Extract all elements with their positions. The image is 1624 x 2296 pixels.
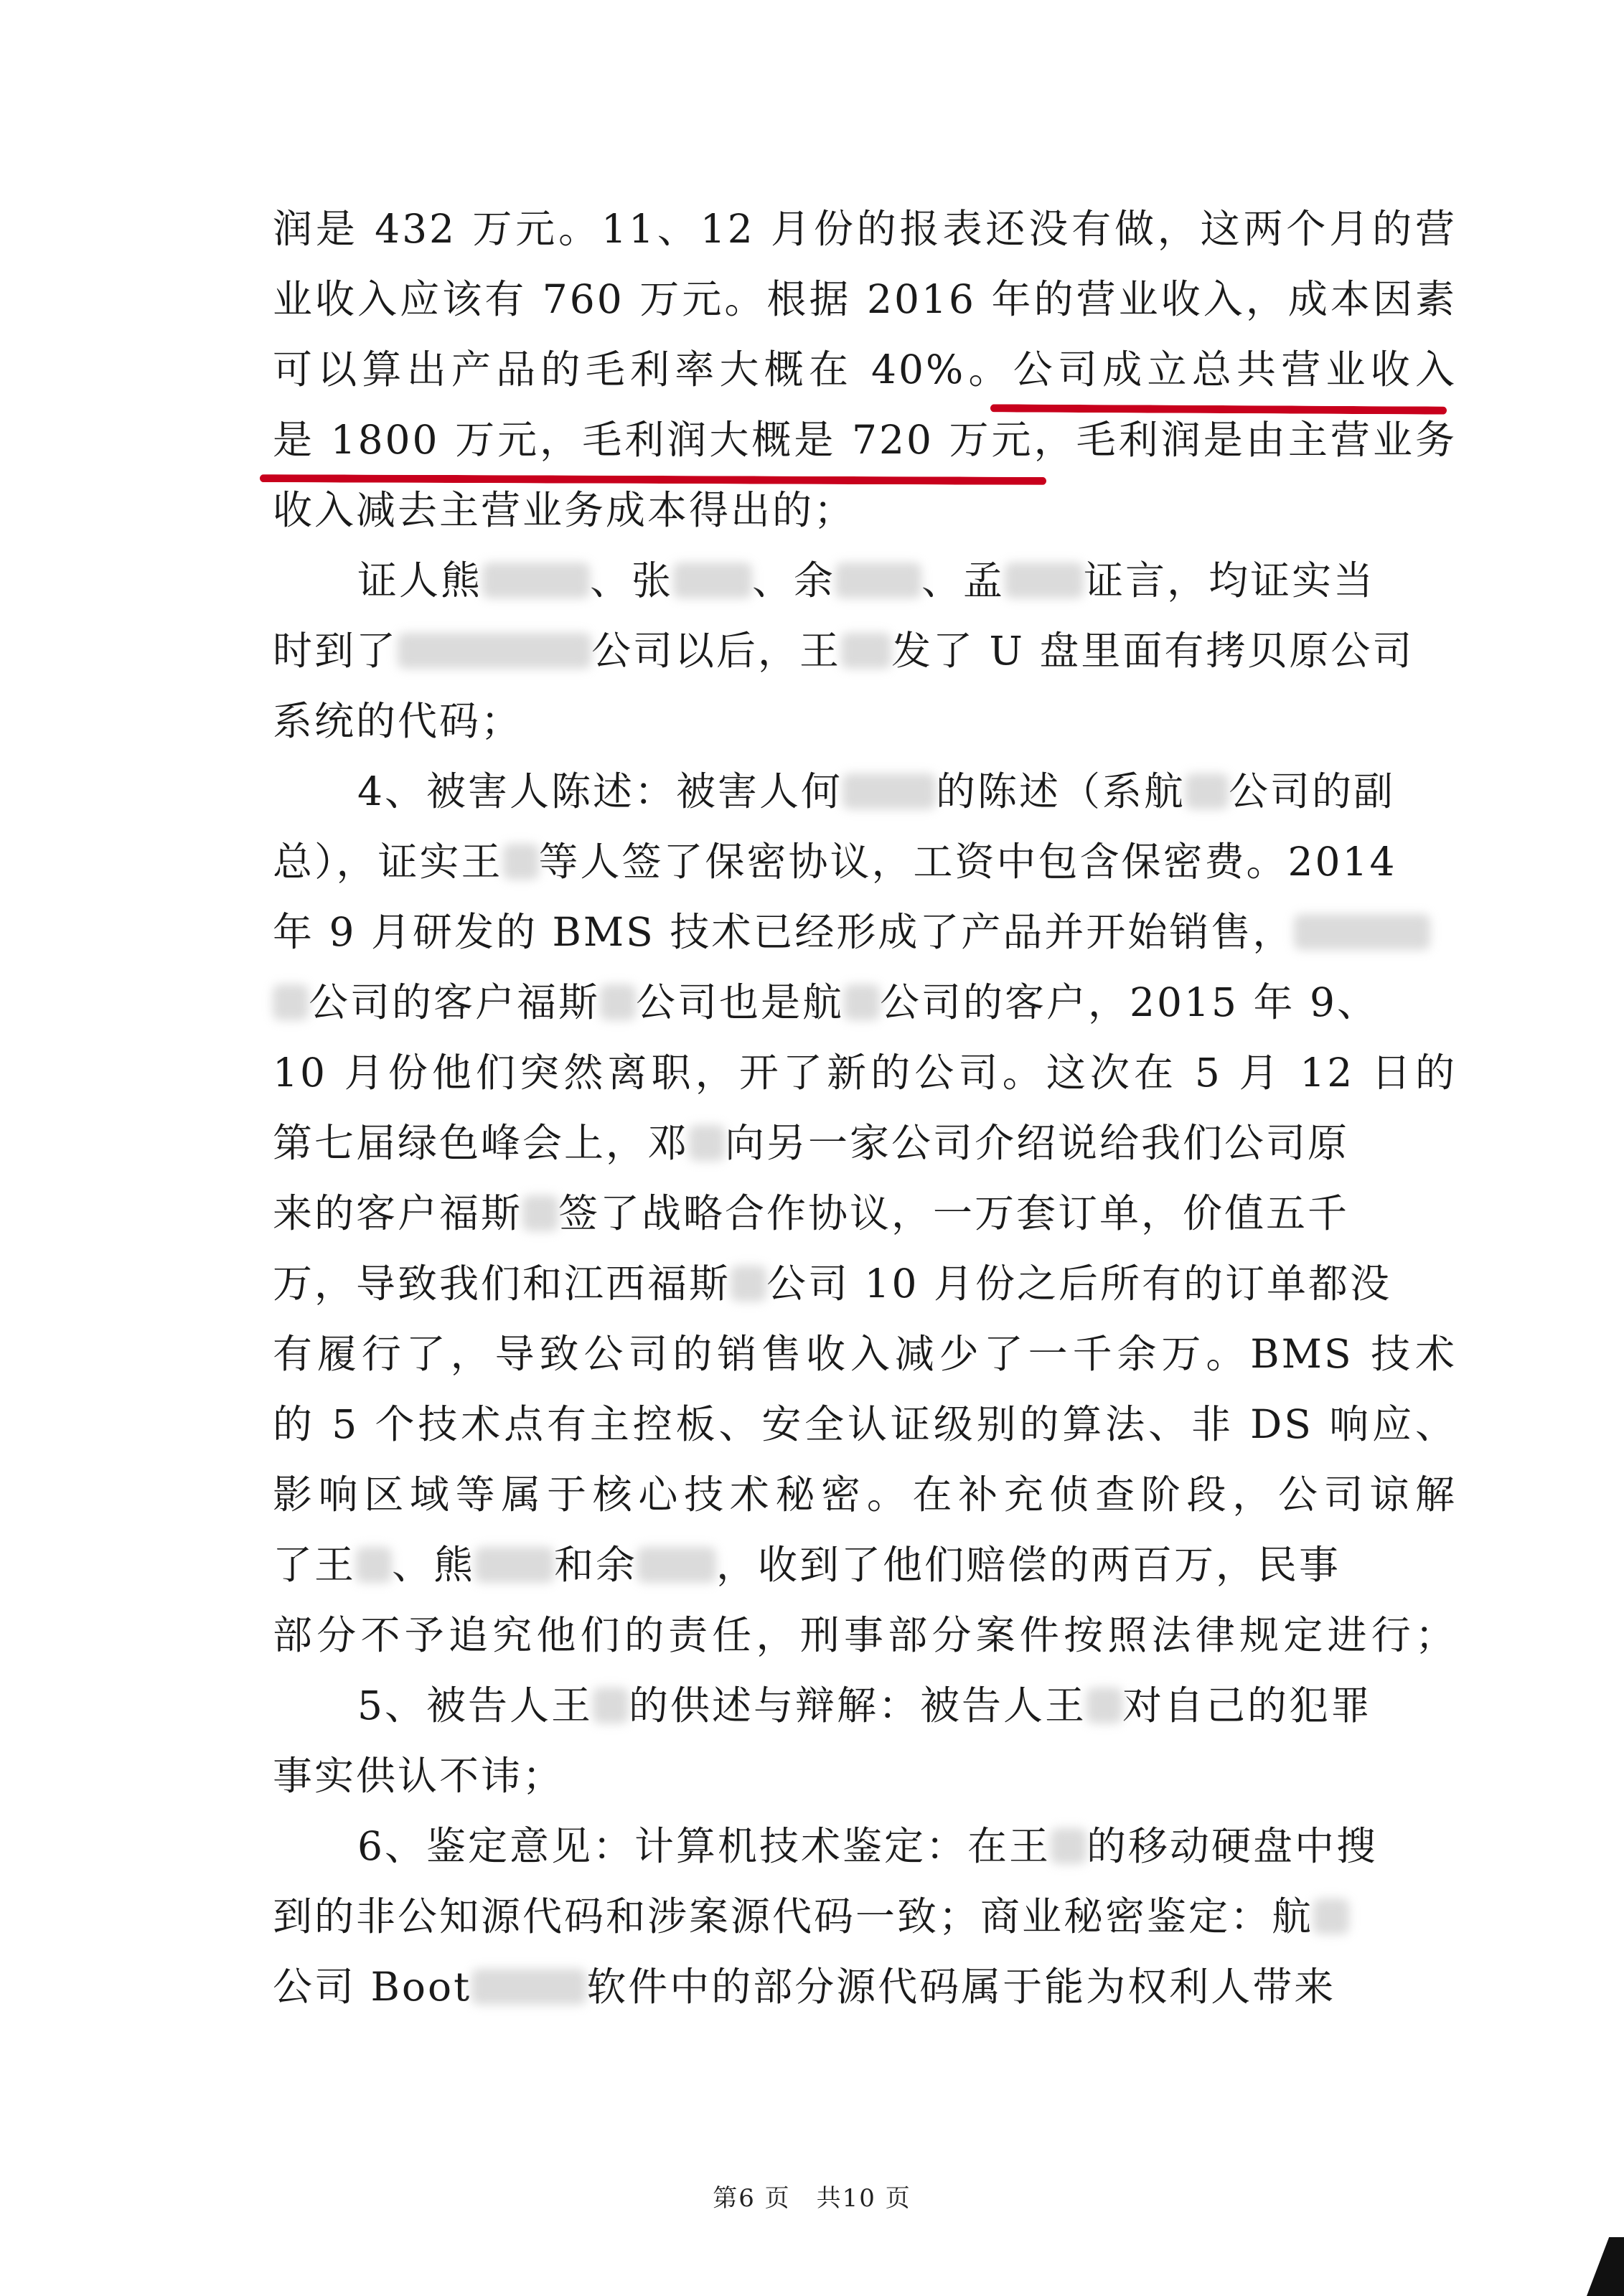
redaction-blur <box>1086 1688 1122 1723</box>
text-line-2 <box>273 264 1457 334</box>
line-text: 等人签了保密协议，工资中包含保密费。2014 <box>538 839 1397 885</box>
line-text: 事实供认不讳； <box>273 1753 565 1799</box>
line-text: 有履行了，导致公司的销售收入减少了一千余万。BMS 技术 <box>273 1331 1457 1377</box>
text-line-14 <box>273 1108 1457 1178</box>
redaction-blur <box>503 844 539 880</box>
redaction-blur <box>673 563 752 598</box>
line-text: 10 月份他们突然离职，开了新的公司。这次在 5 月 12 日的 <box>273 1050 1457 1096</box>
redaction-blur <box>1294 914 1430 950</box>
line-text: 是 1800 万元，毛利润大概是 720 万元，毛利润是由主营业务 <box>273 417 1457 463</box>
redaction-blur <box>398 633 591 669</box>
line-text: 收入减去主营业务成本得出的； <box>273 487 856 533</box>
redaction-blur <box>475 1547 554 1583</box>
line-text: 公司 Boot <box>273 1964 472 2010</box>
line-text: 的移动硬盘中搜 <box>1086 1823 1379 1869</box>
line-text: 年 9 月研发的 BMS 技术已经形成了产品并开始销售， <box>273 909 1295 955</box>
line-text: 公司也是航 <box>636 979 845 1025</box>
line-text: 来的客户福斯 <box>273 1190 523 1236</box>
line-text: 向另一家公司介绍说给我们公司原 <box>725 1120 1350 1166</box>
text-line-19 <box>273 1459 1457 1530</box>
line-text: 公司的客户，2015 年 9、 <box>880 979 1379 1025</box>
redaction-blur <box>522 1195 558 1231</box>
line-text: 公司的客户福斯 <box>309 979 601 1025</box>
line-text: 万，导致我们和江西福斯 <box>273 1261 731 1307</box>
text-line-26 <box>273 1952 1457 2022</box>
line-text: ，收到了他们赔偿的两百万，民事 <box>716 1542 1341 1588</box>
text-line-24 <box>273 1811 1457 1881</box>
line-text: 、余 <box>752 557 836 603</box>
text-line-3 <box>273 334 1457 405</box>
text-line-23 <box>273 1741 1457 1811</box>
text-line-6 <box>273 545 1457 616</box>
text-line-22 <box>273 1670 1457 1741</box>
line-text: 、熊 <box>392 1542 476 1588</box>
line-text: 可以算出产品的毛利率大概在 40%。公司成立总共营业收入 <box>273 347 1457 392</box>
redaction-blur <box>471 1969 586 2005</box>
line-text: 4、被害人陈述：被害人何 <box>357 768 842 814</box>
text-line-16 <box>273 1248 1457 1319</box>
line-text: 总），证实王 <box>273 839 503 885</box>
page-number: 第6 页 共10 页 <box>713 2184 911 2213</box>
line-text: 对自己的犯罪 <box>1122 1683 1373 1728</box>
redaction-blur <box>356 1547 392 1583</box>
redaction-blur <box>482 563 590 598</box>
line-text: 润是 432 万元。11、12 月份的报表还没有做，这两个月的营 <box>273 206 1457 252</box>
line-text: 证言，均证实当 <box>1084 557 1376 603</box>
redaction-blur <box>1005 563 1084 598</box>
line-text: 、张 <box>590 557 674 603</box>
text-line-17 <box>273 1319 1457 1389</box>
line-text: 了王 <box>273 1542 357 1588</box>
line-text: 第七届绿色峰会上，邓 <box>273 1120 690 1166</box>
redaction-blur <box>637 1547 716 1583</box>
text-line-20 <box>273 1530 1457 1600</box>
redaction-blur <box>1051 1828 1086 1864</box>
redaction-blur <box>842 773 936 809</box>
text-line-15 <box>273 1178 1457 1248</box>
text-line-1 <box>273 194 1457 264</box>
line-text: 公司以后，王 <box>591 628 842 674</box>
line-text: 业收入应该有 760 万元。根据 2016 年的营业收入，成本因素 <box>273 276 1457 322</box>
line-text: 到的非公知源代码和涉案源代码一致；商业秘密鉴定：航 <box>273 1893 1314 1939</box>
text-line-9 <box>273 756 1457 827</box>
line-text: 证人熊 <box>357 557 483 603</box>
redaction-blur <box>731 1266 766 1302</box>
redaction-blur <box>1313 1899 1349 1934</box>
line-text: 部分不予追究他们的责任，刑事部分案件按照法律规定进行； <box>273 1612 1457 1658</box>
text-line-8 <box>273 686 1457 756</box>
redaction-blur <box>689 1125 725 1161</box>
text-line-4 <box>273 405 1457 475</box>
line-text: 签了战略合作协议，一万套订单，价值五千 <box>558 1190 1350 1236</box>
line-text: 的 5 个技术点有主控板、安全认证级别的算法、非 DS 响应、 <box>273 1401 1457 1447</box>
judgment-text <box>273 194 1457 2022</box>
line-text: 和余 <box>554 1542 638 1588</box>
text-line-18 <box>273 1389 1457 1459</box>
line-text: 系统的代码； <box>273 698 523 744</box>
text-line-21 <box>273 1600 1457 1670</box>
redaction-blur <box>835 563 921 598</box>
line-text: 影响区域等属于核心技术秘密。在补充侦查阶段，公司谅解 <box>273 1472 1457 1518</box>
line-text: 的陈述（系航 <box>936 768 1186 814</box>
redaction-blur <box>593 1688 629 1723</box>
line-text: 的供述与辩解：被告人王 <box>629 1683 1087 1728</box>
redaction-blur <box>1186 773 1229 809</box>
text-line-11 <box>273 897 1457 967</box>
line-text: 时到了 <box>273 628 398 674</box>
line-text: 、孟 <box>921 557 1005 603</box>
line-text: 5、被告人王 <box>357 1683 593 1728</box>
scan-corner-mark <box>1587 2237 1624 2296</box>
line-text: 软件中的部分源代码属于能为权利人带来 <box>586 1964 1336 2010</box>
text-line-7 <box>273 616 1457 686</box>
redaction-blur <box>600 984 636 1020</box>
redaction-blur <box>841 633 891 669</box>
text-line-13 <box>273 1038 1457 1108</box>
text-line-10 <box>273 827 1457 897</box>
redaction-blur <box>273 984 309 1020</box>
line-text: 发了 U 盘里面有拷贝原公司 <box>891 628 1414 674</box>
text-line-12 <box>273 967 1457 1038</box>
line-text: 6、鉴定意见：计算机技术鉴定：在王 <box>357 1823 1051 1869</box>
text-line-25 <box>273 1881 1457 1952</box>
text-line-5 <box>273 475 1457 545</box>
redaction-blur <box>844 984 880 1020</box>
line-text: 公司的副 <box>1229 768 1396 814</box>
line-text: 公司 10 月份之后所有的订单都没 <box>766 1261 1391 1307</box>
